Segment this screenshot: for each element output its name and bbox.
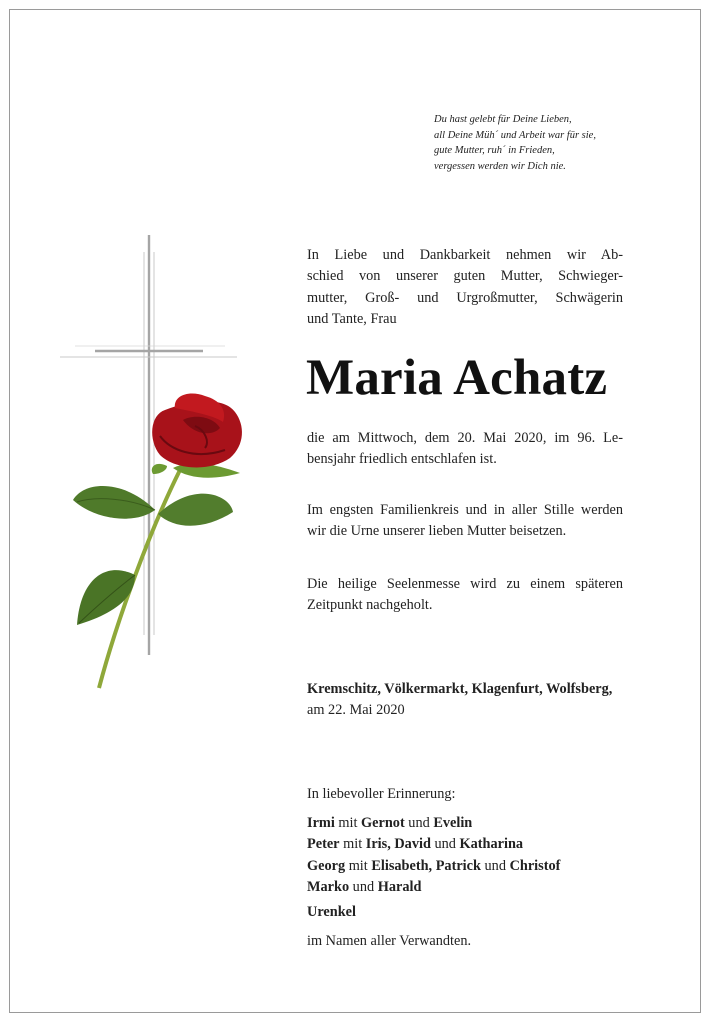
date: am 22. Mai 2020 bbox=[307, 702, 405, 719]
closing-line: im Namen aller Verwandten. bbox=[307, 933, 472, 949]
family-line: Marko und Harald bbox=[307, 879, 422, 896]
burial-paragraph: Im engsten Familienkreis und in aller Stille werden wir die Urne unserer lieben Mutter beisetzen. bbox=[307, 502, 623, 540]
deceased-name: Maria Achatz bbox=[306, 350, 608, 406]
place-and-date bbox=[307, 679, 623, 722]
family-line: Georg mit Elisabeth, Patrick und Christof bbox=[307, 857, 561, 874]
intro-paragraph: In Liebe und Dankbarkeit nehmen wir Ab- schied von unserer guten Mutter, Schwieger- mutter, Groß- und Urgroßmutter, Schwägerin und Tante, Frau bbox=[307, 247, 623, 328]
memorial-poem bbox=[434, 112, 684, 174]
family-line: Urenkel bbox=[307, 903, 356, 920]
poem-line: vergessen werden wir Dich nie. bbox=[434, 160, 566, 172]
death-paragraph: die am Mittwoch, dem 20. Mai 2020, im 96. Le- bensjahr friedlich entschlafen ist. bbox=[307, 430, 623, 468]
family-line: Irmi mit Gernot und Evelin bbox=[307, 815, 473, 831]
places: Kremschitz, Völkermarkt, Klagenfurt, Wolfsberg, bbox=[307, 681, 613, 697]
poem-line: gute Mutter, ruh´ in Frieden, bbox=[434, 145, 555, 156]
memory-heading: In liebevoller Erinnerung: bbox=[307, 786, 456, 802]
cross-with-rose-image bbox=[55, 230, 255, 700]
family-line: Peter mit Iris, David und Katharina bbox=[307, 836, 524, 853]
family-list bbox=[307, 813, 623, 923]
rose-icon bbox=[73, 393, 242, 688]
poem-line: all Deine Müh´ und Arbeit war für sie, bbox=[434, 129, 596, 141]
mass-paragraph: Die heilige Seelenmesse wird zu einem späteren Zeitpunkt nachgeholt. bbox=[307, 576, 623, 614]
poem-line: Du hast gelebt für Deine Lieben, bbox=[434, 114, 572, 125]
